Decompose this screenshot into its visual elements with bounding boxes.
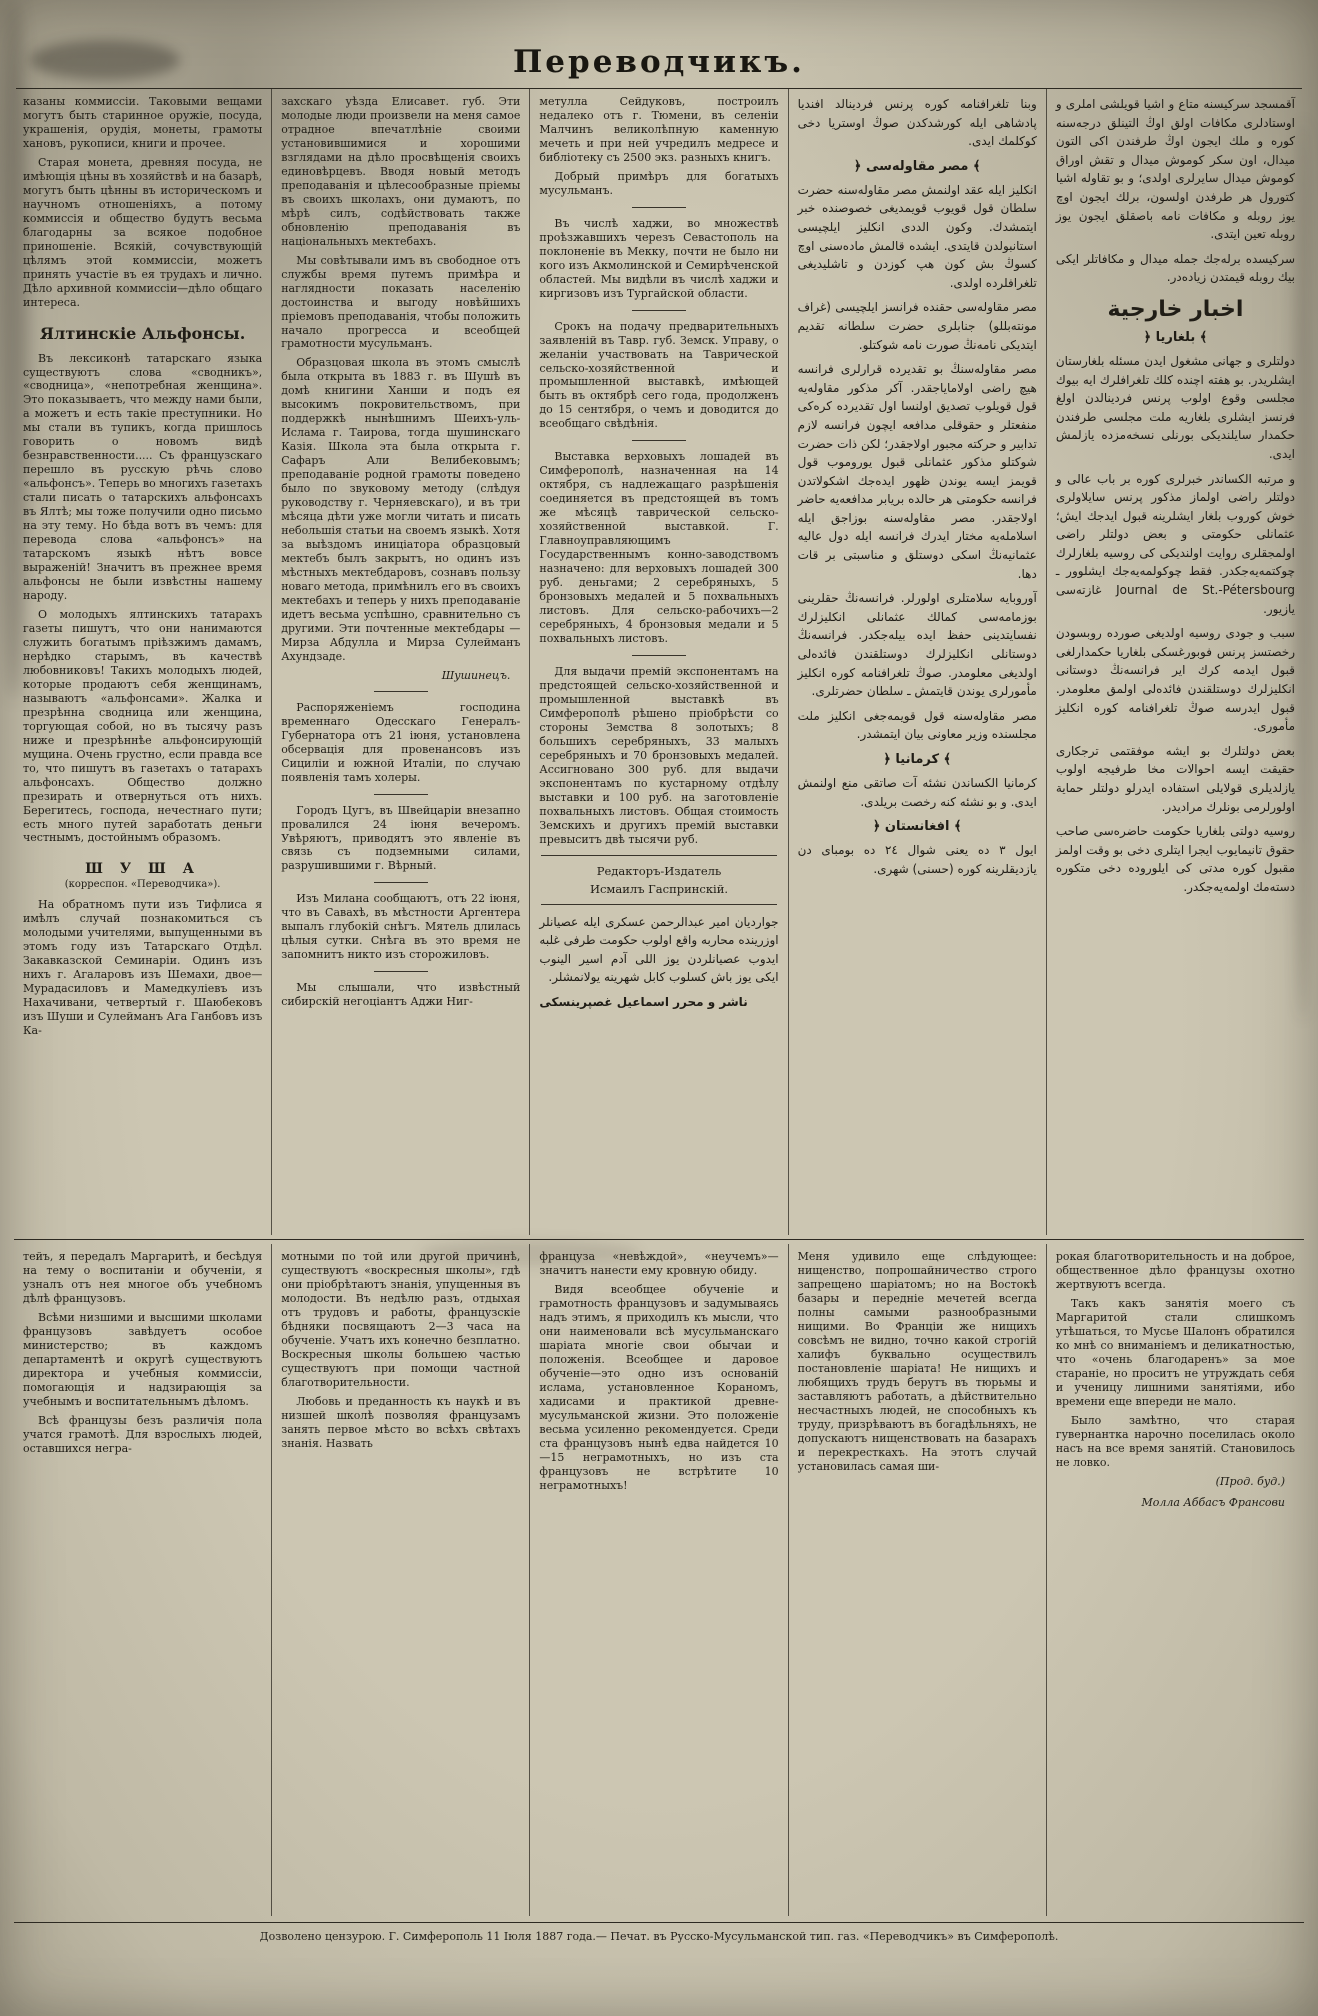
paragraph: Мы слышали, что извѣстный сибирскій негоціантъ Аджи Ниг-	[281, 981, 521, 1009]
article-subheading: (корреспон. «Переводчика»).	[64, 879, 221, 891]
paragraph: мотными по той или другой причинѣ, существуютъ «воскресныя школы», гдѣ они пріобрѣтаютъ знанія, упущенныя въ молодости. Въ недѣлю разъ, отдыхая отъ трудовъ и работы, французскіе бѣдняки посвящаютъ 2—3 часа на обученіе. Учатъ ихъ конечно безплатно. Воскресныя школы большею частью существуютъ при помощи частной благотворительности.	[281, 1250, 521, 1389]
paragraph: Изъ Милана сообщаютъ, отъ 22 іюня, что въ Савахѣ, въ мѣстности Аргентера выпалъ глубокій снѣгъ. Мятель длилась цѣлыя сутки. Снѣга въ это время не запомнитъ никто изъ сторожиловъ.	[281, 892, 521, 962]
paragraph: Срокъ на подачу предварительныхъ заявленій въ Тавр. губ. Земск. Управу, о желаніи участвовать на Таврической сельско-хозяйственной и промышленной выставкѣ, имѣющей быть въ октябрѣ сего года, продолженъ до 15 сентября, о чемъ и доводится до всеобщаго свѣдѣнія.	[539, 319, 779, 431]
arabic-paragraph: دولتلرى و جهانى مشغول ايدن مسئله بلغارستان ايشلريدر. بو هفته اچنده كلك تلغرافلرك ايه بيوك مجلسى وقوع اولوب پرنس فردينالدن اولغ فرنسز ايشلرى بلغاريه ملت مجلسى طرفندن حكمدار سايلنديكى بورنلى نسخه‌مزده يازلمش ايدى.	[1055, 353, 1296, 461]
arabic-paragraph: سبب و جودى روسيه اولديغى صورده روبسودن رخصتسز پرنس فوبورغسكى بلغاريا حكمدارلغى قبول ايدمه كرك اير فرانسه‌نڭ دوستانى انكليزلرك دوستلقندن فائده‌لى اولمق معلومدر. قبول ايدرسه صوڭ تلغرافنامه كوره انكليز مأمورى.	[1055, 626, 1296, 734]
arabic-heading: ﴾ بلغاريا ﴿	[1143, 329, 1208, 345]
paragraph: На обратномъ пути изъ Тифлиса я имѣлъ случай познакомиться съ молодыми учителями, выпущенными въ этомъ году изъ Татарскаго Отдѣл. Закавказской Семинаріи. Одинъ изъ нихъ г. Агаларовъ изъ Шемахи, двое—Мурадасиловъ и Мамедкуліевъ изъ Нахачивани, четвертый г. Шаюбековъ изъ Шуши и Сулейманъ Ага Ганбовъ изъ Ка-	[23, 898, 263, 1038]
arabic-heading: ﴾ افغانستان ﴿	[872, 819, 962, 835]
arabic-section-title: اخبار خارجية	[1107, 296, 1244, 322]
paragraph: Такъ какъ занятія моего съ Маргаритой стали слишкомъ утѣшаться, то Мусье Шалонъ обратился ко мнѣ со вниманіемъ и деликатностью, что «очень благодаренъ» за мое стараніе, но проситъ не утруждать себя и ученицу лишними занятіями, ибо времени еще впереди не мало.	[1055, 1296, 1296, 1408]
feuilleton-column-5	[1046, 1244, 1304, 1916]
section-divider-rule	[14, 1239, 1304, 1240]
column-3-russian-arabic	[529, 89, 787, 1235]
arabic-paragraph: جوارديان امير عبدالرحمن عسكرى ايله عصيانلر اوزرينده محاربه واقع اولوب حكومت طرفى غلبه ايدوب عصيانلردن يوز اللى آدم اسير الينوب ايكى يوز باش كسلوب كابل شهرينه يولانمشلر.	[539, 914, 779, 985]
arabic-paragraph: بعض دولتلرك بو ايشه موفقتمى ترجكارى حقيقت ايسه احوالات مخا طرفيجه اولوب يازلديلرى قولايلى استفاده ايدرلو دولتلر حماية اولورلرمى بونلرك مراديدر.	[1055, 743, 1296, 814]
paragraph: Городъ Цугъ, въ Швейцаріи внезапно провалился 24 іюня вечеромъ. Увѣряютъ, приводятъ это явленіе въ связь съ подземными силами, разрушившими г. Вѣрный.	[281, 803, 521, 873]
signature: Молла Аббасъ Франсови	[1141, 1495, 1286, 1509]
feuilleton-column-4	[788, 1244, 1046, 1916]
column-5-arabic	[1046, 89, 1304, 1235]
censorship-imprint-line: Дозволено цензурою. Г. Симферополь 11 Іюля 1887 года.— Печат. въ Русско-Мусульманской тип. газ. «Переводчикъ» въ Симферополѣ.	[14, 1922, 1304, 1943]
article-heading: Ялтинскіе Альфонсы.	[39, 323, 246, 343]
paragraph: Было замѣтно, что старая гувернантка нарочно поселилась около насъ на все время занятій. Становилось не ловко.	[1055, 1413, 1296, 1469]
main-section	[14, 89, 1304, 1235]
paragraph: Для выдачи премій экспонентамъ на предстоящей сельско-хозяйственной и промышленной выставкѣ въ Симферополѣ рѣшено пріобрѣсти со стороны Земства 8 золотыхъ; 8 большихъ серебряныхъ, 33 малыхъ серебряныхъ и 70 бронзовыхъ медалей. Ассигновано 300 руб. для выдачи экспонентамъ по кустарному отдѣлу выставки и 100 руб. на заготовленіе похвальныхъ листовъ. Общая стоимость Земскихъ и другихъ премій выставки превыситъ двѣ тысячи руб.	[539, 664, 779, 846]
arabic-paragraph: وبنا تلغرافنامه كوره پرنس فردينالد افنديا پادشاهى ايله كورشدكدن صوڭ اوستريا دخى كوكلمك ايدى.	[797, 97, 1037, 149]
paragraph: захскаго уѣзда Елисавет. губ. Эти молодые люди произвели на меня самое отрадное впечатлѣніе своими установившимися и хорошими взглядами на дѣло просвѣщенія своихъ единовѣрцевъ. Вводя новый методъ преподаванія и цѣлесообразные пріемы въ своихъ школахъ, они думаютъ, по мѣрѣ силъ, содѣйствовать также обновленію преподаванія въ національныхъ мектебахъ.	[281, 95, 521, 248]
column-4-arabic	[788, 89, 1046, 1235]
arabic-paragraph: آقمسجد سركيسنه متاع و اشيا قويلشى املرى و اوستادلرى مكافات اولق اوڭ التينلق درجه‌سنه كوره و ملك ايجون اوڭ طرفندن اكى التون ميدال، اون سكر كوموش ميدال و تقش اوراق كوموش ميدال سايرلرى اولدى؛ و بو تقاوله اشيا كتورول هر طرفدن اولسون، برلك ايجون اوچ يوز روبله و مكافات نامه باصقلق ايجون يوز روبله تعين ايتدى.	[1055, 97, 1296, 242]
column-2-russian	[271, 89, 529, 1235]
item-divider	[374, 882, 428, 883]
paragraph: тейъ, я передалъ Маргаритѣ, и бесѣдуя на тему о воспитаніи и обученіи, я узналъ отъ нея многое объ учебномъ дѣлѣ французовъ.	[23, 1250, 263, 1305]
paragraph: Добрый примѣръ для богатыхъ мусульманъ.	[539, 169, 779, 197]
paragraph: Выставка верховыхъ лошадей въ Симферополѣ, назначенная на 14 октября, съ надлежащаго разрѣшенія соединяется въ предстоящей въ томъ же мѣсяцѣ таврической сельско-хозяйственной выставкой. Г. Главноуправляющимъ Государственнымъ конно-заводствомъ назначено: для верховыхъ лошадей 300 руб. деньгами; 2 серебряныхъ, 5 бронзовыхъ медалей и 5 похвальныхъ листовъ. Для сельско-рабочихъ—2 серебряныхъ, 4 бронзовыя медали и 5 похвальныхъ листовъ.	[539, 450, 779, 645]
arabic-paragraph: و مرتبه الكساندر خبرلرى كوره بر باب عالى و دولتلر راضى اولماز مذكور پرنس سايلاولرى خوش كوروب بلغار ايشلرينه قبول ايدجك ايش؛ عثمانلى حكومتى و بعض دولتلر راضى اولمجقلرى روايت اولنديكى كى روسيه بلغارلرك چوكتمه‌يه‌جكدر. فقط چوكولمه‌يه‌جك ايشلوور ـ Journal de St.-Pétersbourg غازته‌سى يازيور.	[1055, 471, 1296, 616]
editor-line: Исмаилъ Гаспринскій.	[589, 881, 729, 896]
paragraph: Любовь и преданность къ наукѣ и въ низшей школѣ позволяя французамъ занять первое мѣсто во всѣхъ свѣтахъ знанія. Назвать	[281, 1394, 521, 1450]
arabic-signature: ناشر و محرر اسماعيل غصپرينسكى	[539, 994, 748, 1009]
item-divider	[374, 794, 428, 795]
arabic-paragraph: آوروبايه سلامتلرى اولورلر. فرانسه‌نڭ حقلرينى بوزمامه‌سى كمالك عثمانلى انكليزلرك نفسايتدينى حفظ ايده بيله‌جكدر. فرانسه‌نڭ دوستانلى انكليزلرك دوستلقندن فائده‌لى اولديغى معلومدر. صوڭ تلغرافنامه كوره انكليز مأمورلرى يوندن قايتمش ـ سلطان حضرتلرى.	[797, 591, 1037, 699]
feuilleton-column-1	[14, 1244, 271, 1916]
item-divider	[632, 207, 686, 208]
arabic-paragraph: سركيسده برله‌جك جمله ميدال و مكافاتلر ايكى بيك روبله قيمتدن زياده‌در.	[1055, 251, 1296, 285]
paragraph: Мы совѣтывали имъ въ свободное отъ службы время путемъ примѣра и наглядности показать населенію достоинства и выгоду новѣйшихъ пріемовъ преподаванія, чтобы положить начало прогресса и всеобщей грамотности мусульманъ.	[281, 253, 521, 351]
item-divider	[374, 971, 428, 972]
paragraph: Въ числѣ хаджи, во множествѣ проѣзжавшихъ черезъ Севастополь на поклоненіе въ Мекку, почти не было ни кого изъ Акмолинской и Семирѣченской областей. Мы видѣли въ числѣ хаджи и киргизовъ изъ Тургайской области.	[539, 216, 779, 300]
paragraph: рокая благотворительность и на доброе, общественное дѣло французы охотно жертвуютъ всегда.	[1055, 1250, 1296, 1291]
arabic-paragraph: مصر مقاوله‌سنڭ بو تقديرده قرارلرى فرانسه هيچ راضى اولاماياجقدر. آكر مذكور مقاوله‌يه قول قويلوب تصديق اولنسا اول تقديرده كره‌كى منفعتلر و حقوقلى مدافعه ايچون فرانسه لازم تدابير و حركته مجبور اولاجقدر؛ لكن ذات حضرت شوكتلو مذكور عثمانلى قبول يوروموب قول قويمز ايسه يوندن ظهور ايده‌جك اشكولاتدن فرانسه حكومتى هر حالده بريابر مدافعه‌يه حاضر اولاجقدر. مصر مقاوله‌سنه بوزاجق ايله اسلامله‌يه مختار ايدرك فرانسه ايله دول عاليه عثمانيه‌نڭ اسكى دوستلق و مناسبتى بر قات دها.	[797, 362, 1037, 581]
item-divider	[374, 691, 428, 692]
arabic-paragraph: روسيه دولتى بلغاريا حكومت حاضره‌سى صاحب حقوق تانيمايوب ايجرا ايتلرى دخى بو وقت اولمز مقبول كوره مدتى كى ايلوروده دخى متكوره دسته‌مك اولمه‌يه‌جكدر.	[1055, 824, 1296, 894]
item-divider	[632, 440, 686, 441]
arabic-paragraph: انكليز ايله عقد اولنمش مصر مقاوله‌سنه حضرت سلطان قول قويوب قويمديغى خصوصنده خبر ايتمشدك. وكون الددى انكليز ايلچيسى استانبولدن قايتدى. ايشده قالمش ماده‌سنى اوچ كسوڭ بش كون هپ كوزدن و تاشليديغى تلغرافلرده اولدى.	[797, 182, 1037, 290]
arabic-paragraph: كرمانيا الكساندن نشئه آت صاتقى منع اولنمش ايدى. و بو نشئه كنه رخصت بريلدى.	[797, 776, 1037, 809]
paragraph: француза «невѣждой», «неучемъ»—значитъ нанести ему кровную обиду.	[539, 1250, 779, 1277]
paragraph: метулла Сейдуковъ, построилъ недалеко отъ г. Тюмени, въ селеніи Малчинъ великолѣпную каменную мечеть и при ней учредилъ медресе и библіотеку съ 2500 экз. разныхъ книгъ.	[539, 95, 779, 164]
feuilleton-section	[14, 1244, 1304, 1916]
arabic-paragraph: مصر مقاوله‌سى حقنده فرانسز ايلچيسى (غراف مونته‌بللو) جنابلرى حضرت سلطانه تقديم ايتديكى نامه‌نڭ صورت نامه شوكتلو.	[797, 300, 1037, 352]
paragraph: О молодыхъ ялтинскихъ татарахъ газеты пишутъ, что они нанимаются служить богатымъ пріѣзжимъ дамамъ, нерѣдко старымъ, въ качествѣ любовниковъ! Такихъ молодыхъ людей, которые продаютъ себя женщинамъ, называютъ «альфонсами». Жалка и презрѣнна сводница или женщина, торгующая собой, но въ тысячу разъ ниже и презрѣннѣе альфонсирующій мущина. Очень грустно, если правда все то, что пишутъ въ газетахъ о татарахъ альфонсахъ. Общество должно презирать и отвернуться отъ нихъ. Берегитесь, господа, нечестнаго пути; есть много путей заработать деньги честнымъ, достойнымъ образомъ.	[23, 607, 263, 845]
newspaper-title: Переводчикъ.	[513, 44, 805, 80]
signature: (Прод. буд.)	[1215, 1474, 1286, 1488]
paragraph: Въ лексиконѣ татарскаго языка существуютъ слова «сводникъ», «сводница», «непотребная женщина». Это показываетъ, что между нами были, а можетъ и есть такіе преступники. Но мы стали въ тупикъ, когда пришлось говорить о новомъ видѣ безнравственности..... Съ французскаго перешло въ русскую рѣчь слово «альфонсъ». Теперь во многихъ газетахъ стали писать о татарскихъ альфонсахъ въ Ялтѣ; мы тоже получили одно письмо на эту тему. Но бѣда вотъ въ чемъ: для перевода слова «альфонсъ» на татарскомъ языкѣ нѣтъ вовсе выраженій! Значитъ въ прежнее время альфонсы не были извѣстны нашему народу.	[23, 351, 263, 602]
item-divider	[632, 310, 686, 311]
column-1-russian	[14, 89, 271, 1235]
paragraph: казаны коммиссіи. Таковыми вещами могутъ быть старинное оружіе, посуда, украшенія, орудія, монеты, грамоты хановъ, рукописи, книги и прочее.	[23, 95, 263, 150]
paragraph: Видя всеобщее обученіе и грамотность французовъ и задумываясь надъ этимъ, я приходилъ къ мысли, что они наименовали всѣ мусульманскаго шаріата многіе свои обычаи и положенія. Всеобщее и даровое обученіе—это одно изъ основаній ислама, установленное Кораномъ, хадисами и практикой древне-мусульманской жизни. Это положеніе весьма усиленно рекомендуется. Среди ста французовъ нынѣ едва найдется 10—15 неграмотныхъ, но изъ ста французовъ не встрѣтите 10 неграмотныхъ!	[539, 1282, 779, 1492]
section-rule	[541, 855, 776, 856]
paragraph: Образцовая школа въ этомъ смыслѣ была открыта въ 1883 г. въ Шушѣ въ домѣ книгини Ханши и подъ ея высокимъ покровительствомъ, при поддержкѣ нынѣшнимъ Шеихъ-уль-Ислама г. Таирова, тогда шушинскаго Казія. Школа эта была открыта г. Сафаръ Али Велибековымъ; преподаваніе родной грамоты поведено было по звуковому методу (слѣдуя руководству г. Черняевскаго), и въ три мѣсяца дѣти уже могли читать и писать небольшія статьи на своемъ языкѣ. Хотя за выѣздомъ иниціатора образцовый мектебъ былъ закрытъ, но одинъ изъ мѣстныхъ мектебдаровъ, сознавъ пользу новаго метода, примѣнилъ его въ своихъ мектебахъ и теперь у нихъ преподаваніе идетъ весьма успѣшно, сравнительно съ другими. Эти почтенные мектебдары —Мирза Абдулла и Мирза Сулейманъ Ахундзаде.	[281, 356, 521, 663]
paragraph: Всѣ французы безъ различія пола учатся грамотѣ. Для взрослыхъ людей, оставшихся негра-	[23, 1413, 263, 1455]
item-divider	[632, 655, 686, 656]
arabic-heading: ﴾ كرمانيا ﴿	[883, 752, 952, 767]
feuilleton-column-3	[529, 1244, 787, 1916]
paragraph: Старая монета, древняя посуда, не имѣющія цѣны въ хозяйствѣ и на базарѣ, могутъ быть цѣнны въ историческомъ и научномъ отношеніяхъ, а потому коммиссія и общество будутъ весьма благодарны за всякое подобное приношеніе. Всякій, сочувствующій цѣлямъ этой коммиссіи, можетъ принять участіе въ ея трудахъ и лично. Дѣло архивной коммиссіи—дѣло общаго интереса.	[23, 155, 263, 309]
section-rule	[541, 904, 776, 905]
editor-line: Редакторъ-Издатель	[596, 863, 722, 878]
signature: Шушинецъ.	[441, 668, 511, 682]
article-heading: Ш У Ш А	[85, 861, 201, 878]
paragraph: Распоряженіемъ господина временнаго Одесскаго Генералъ-Губернатора отъ 21 іюня, установлена обсервація для провенансовъ изъ Сициліи и южной Италіи, по случаю появленія тамъ холеры.	[281, 700, 521, 784]
arabic-paragraph: مصر مقاوله‌سنه قول قويمه‌جغى انكليز ملت مجلسنده وزير معاونى بيان ايتمشدر.	[797, 708, 1037, 742]
arabic-paragraph: ايول ٣ ده يعنى شوال ٢٤ ده بومباى دن يازديقلرينه كوره (حسنى) شهرى.	[797, 843, 1037, 876]
paragraph: Всѣми низшими и высшими школами французовъ завѣдуетъ особое министерство; въ каждомъ департаментѣ и округѣ существуютъ директора и учебныя коммиссіи, помогающія и надзирающія за учебнымъ и воспитательнымъ дѣломъ.	[23, 1310, 263, 1408]
arabic-heading: ﴾ مصر مقاوله‌سى ﴿	[853, 158, 981, 174]
paragraph: Меня удивило еще слѣдующее: нищенство, попрошайничество строго запрещено шаріатомъ; но на Востокѣ базары и передніе мечетей всегда полны самыми разнообразными нищими. Во Франціи же нищихъ совсѣмъ не видно, точно какой строгій халифъ буквально осуществилъ постановленіе шаріата! Не нищихъ и любящихъ трудъ берутъ въ тюрьмы и заставляютъ работать, а дѣйствительно несчастныхъ людей, не способныхъ къ труду, призрѣваютъ въ богадѣльняхъ, не допускаютъ нищенствовать на базарахъ и перекресткахъ. На этотъ случай установилась самая ши-	[797, 1250, 1037, 1473]
feuilleton-column-2	[271, 1244, 529, 1916]
